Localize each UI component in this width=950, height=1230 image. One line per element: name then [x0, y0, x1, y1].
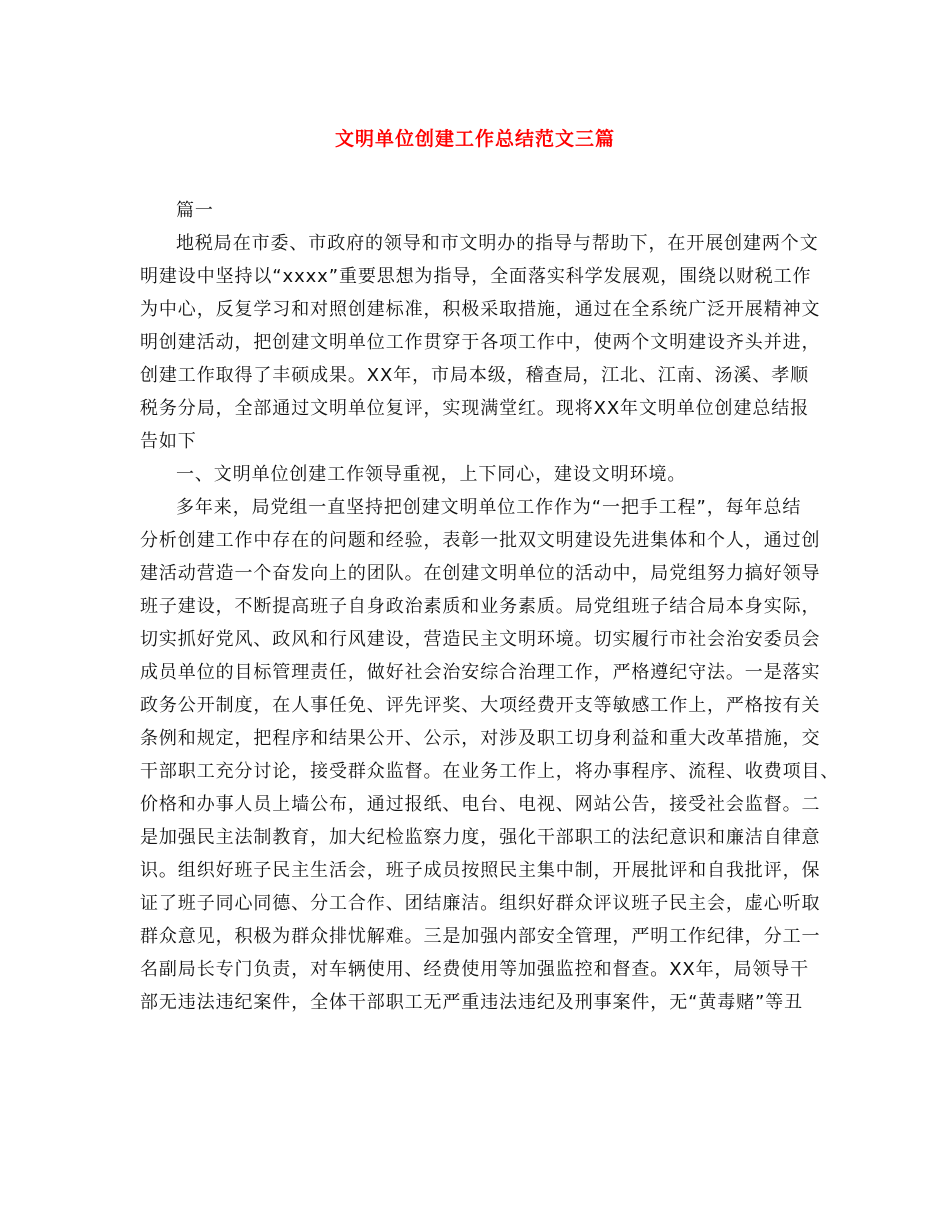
text-line: 创建工作取得了丰硕成果。XX年，市局本级，稽查局，江北、江南、汤溪、孝顺 — [140, 365, 810, 386]
text-line: 识。组织好班子民主生活会，班子成员按照民主集中制，开展批评和自我批评，保 — [140, 860, 821, 881]
text-line: 告如下 — [140, 431, 197, 452]
text-line: 切实抓好党风、政风和行风建设，营造民主文明环境。切实履行市社会治安委员会 — [140, 629, 821, 650]
text-line: 为中心，反复学习和对照创建标准，积极采取措施，通过在全系统广泛开展精神文 — [140, 299, 821, 320]
text-line: 班子建设，不断提高班子自身政治素质和业务素质。局党组班子结合局本身实际， — [140, 596, 821, 617]
text-line: 群众意见，积极为群众排忧解难。三是加强内部安全管理，严明工作纪律，分工一 — [140, 926, 821, 947]
section-heading: 一、文明单位创建工作领导重视，上下同心，建设文明环境。 — [176, 464, 687, 485]
text-line: 价格和办事人员上墙公布，通过报纸、电台、电视、网站公告，接受社会监督。二 — [140, 794, 821, 815]
text-line: 明建设中坚持以“xxxx”重要思想为指导，全面落实科学发展观，围绕以财税工作 — [140, 266, 812, 287]
text-line: 部无违法违纪案件，全体干部职工无严重违法违纪及刑事案件，无“黄毒赌”等丑 — [140, 992, 804, 1013]
section-heading-part-one: 篇一 — [176, 200, 214, 221]
text-line: 明创建活动，把创建文明单位工作贯穿于各项工作中，使两个文明建设齐头并进， — [140, 332, 821, 353]
text-line: 干部职工充分讨论，接受群众监督。在业务工作上，将办事程序、流程、收费项目、 — [140, 761, 840, 782]
text-line: 多年来，局党组一直坚持把创建文明单位工作作为“一把手工程”，每年总结 — [176, 497, 802, 518]
text-line: 分析创建工作中存在的问题和经验，表彰一批双文明建设先进集体和个人，通过创 — [140, 530, 821, 551]
text-line: 地税局在市委、市政府的领导和市文明办的指导与帮助下，在开展创建两个文 — [176, 233, 819, 254]
text-line: 建活动营造一个奋发向上的团队。在创建文明单位的活动中，局党组努力搞好领导 — [140, 563, 821, 584]
text-line: 成员单位的目标管理责任，做好社会治安综合治理工作，严格遵纪守法。一是落实 — [140, 662, 821, 683]
text-line: 政务公开制度，在人事任免、评先评奖、大项经费开支等敏感工作上，严格按有关 — [140, 695, 821, 716]
document-title: 文明单位创建工作总结范文三篇 — [334, 128, 615, 150]
text-line: 条例和规定，把程序和结果公开、公示，对涉及职工切身利益和重大改革措施，交 — [140, 728, 821, 749]
text-line: 证了班子同心同德、分工合作、团结廉洁。组织好群众评议班子民主会，虚心听取 — [140, 893, 821, 914]
text-line: 名副局长专门负责，对车辆使用、经费使用等加强监控和督查。XX年，局领导干 — [140, 959, 810, 980]
text-line: 税务分局，全部通过文明单位复评，实现满堂红。现将XX年文明单位创建总结报 — [140, 398, 810, 419]
text-line: 是加强民主法制教育，加大纪检监察力度，强化干部职工的法纪意识和廉洁自律意 — [140, 827, 821, 848]
